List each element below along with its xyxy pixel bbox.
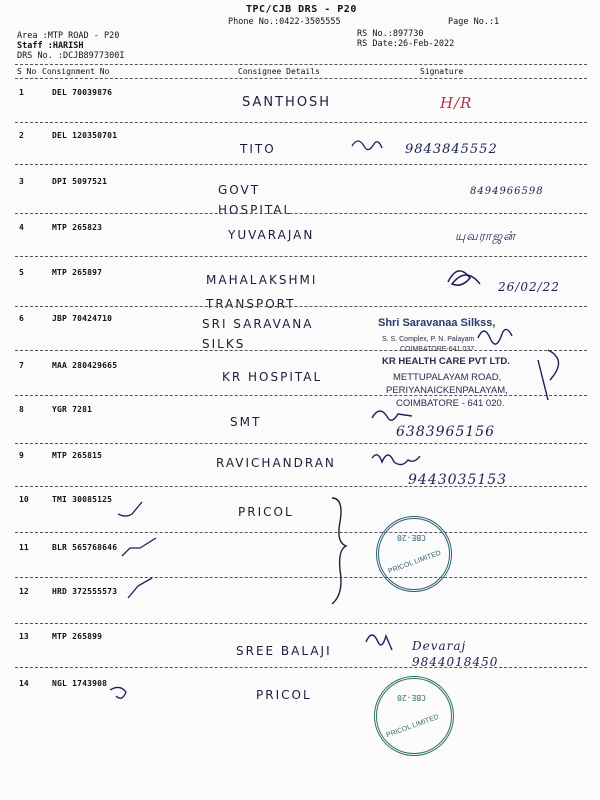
- row-consignee: SANTHOSH: [242, 95, 332, 110]
- kr-stamp-road: METTUPALAYAM ROAD,: [393, 372, 502, 383]
- col-sno: S No: [17, 67, 37, 76]
- tick-row12: [128, 578, 152, 598]
- area-field: Area :MTP ROAD - P20: [17, 31, 120, 41]
- scribble-row9: [372, 455, 420, 465]
- bracket: [332, 498, 346, 604]
- row-sno: 11: [19, 543, 29, 552]
- row-consignment: BLR 565768646: [52, 543, 118, 552]
- row-rule: [15, 623, 587, 624]
- row-consignee: SREE BALAJI: [236, 644, 332, 658]
- row-sno: 10: [19, 495, 29, 504]
- pricol-seal-code: CBE-20: [397, 693, 426, 702]
- row-rule: [15, 443, 587, 444]
- row-sno: 4: [19, 223, 24, 232]
- row-consignment: NGL 1743908: [52, 679, 108, 688]
- row-rule: [15, 667, 587, 668]
- row-sno: 3: [19, 177, 24, 186]
- row-consignment: MTP 265897: [52, 268, 103, 277]
- row-sno: 9: [19, 451, 24, 460]
- row-signature: யுவராஜன்: [455, 229, 516, 243]
- row-consignment: DEL 120350701: [52, 131, 118, 140]
- row-sno: 12: [19, 587, 29, 596]
- scribble-row13: [366, 635, 392, 650]
- kr-stamp-title: KR HEALTH CARE PVT LTD.: [382, 356, 510, 367]
- row-consignee: SMT: [230, 415, 262, 429]
- col-signature: Signature: [420, 67, 464, 76]
- scribble-row8: [372, 411, 412, 420]
- page-number: Page No.:1: [448, 17, 500, 27]
- row-rule: [15, 532, 587, 533]
- kr-stamp-city: COIMBATORE - 641 020.: [396, 398, 505, 409]
- row-consignee: TITO: [240, 142, 276, 156]
- row-consignment: DEL 70039876: [52, 88, 113, 97]
- row-consignee: YUVARAJAN: [228, 228, 315, 242]
- row-rule: [15, 213, 587, 214]
- kr-stamp-area: PERIYANAICKENPALAYAM,: [386, 385, 508, 396]
- row-signature: 8494966598: [470, 186, 544, 197]
- row-consignee: MAHALAKSHMI TRANSPORT: [206, 273, 318, 311]
- pricol-seal-1: [376, 516, 452, 592]
- row-consignee: GOVT HOSPITAL: [218, 183, 293, 217]
- row-consignment: MTP 265823: [52, 223, 103, 232]
- scribble-row7: [538, 350, 559, 400]
- scribble-row2: [352, 141, 382, 150]
- row-rule: [15, 256, 587, 257]
- row-consignment: DPI 5097521: [52, 177, 108, 186]
- row-sno: 1: [19, 88, 24, 97]
- row-sno: 2: [19, 131, 24, 140]
- row-consignee: PRICOL: [238, 505, 294, 519]
- row-rule: [15, 577, 587, 578]
- row-signature: H/R: [440, 94, 473, 112]
- column-rule: [15, 78, 587, 79]
- header-rule: [15, 64, 587, 65]
- row-rule: [15, 350, 587, 351]
- row-signature: 6383965156: [396, 424, 496, 440]
- col-details: Consignee Details: [238, 67, 320, 76]
- row-consignment: TMI 30085125: [52, 495, 113, 504]
- pricol-seal-ring: PRICOL LIMITED: [387, 549, 442, 576]
- tick-row11: [122, 538, 156, 556]
- tick-row14: [110, 687, 126, 698]
- pricol-seal-2: [374, 676, 454, 756]
- row-consignment: YGR 7281: [52, 405, 93, 414]
- row-consignee: RAVICHANDRAN: [216, 456, 336, 470]
- row-consignee: PRICOL: [256, 688, 312, 702]
- row-consignee: SRI SARAVANA SILKS: [202, 317, 314, 351]
- rs-date: RS Date:26-Feb-2022: [357, 39, 455, 49]
- pricol-seal-code: CBE-20: [397, 533, 426, 542]
- row-consignee: KR HOSPITAL: [222, 370, 323, 384]
- row-signature: 26/02/22: [498, 280, 560, 294]
- row-consignment: MTP 265899: [52, 632, 103, 641]
- row-consignment: HRD 372555573: [52, 587, 118, 596]
- row-rule: [15, 306, 587, 307]
- row-sno: 13: [19, 632, 29, 641]
- pricol-seal-ring: PRICOL LIMITED: [385, 713, 440, 740]
- scribble-row6: [478, 329, 512, 344]
- col-consignment: Consignment No: [42, 67, 110, 76]
- row-sno: 6: [19, 314, 24, 323]
- row-signature: 9443035153: [408, 472, 508, 488]
- sheet-title: TPC/CJB DRS - P20: [246, 4, 357, 15]
- row-consignment: MAA 280429665: [52, 361, 118, 370]
- saravana-stamp-title: Shri Saravanaa Silkss,: [378, 317, 496, 329]
- saravana-stamp-city: COIMBATORE-641 037: [400, 346, 475, 353]
- row-rule: [15, 122, 587, 123]
- row-signature: Devaraj 9844018450: [412, 639, 499, 669]
- rs-number: RS No.:897730: [357, 29, 424, 39]
- row-sno: 8: [19, 405, 24, 414]
- row-signature: 9843845552: [405, 142, 498, 157]
- row-sno: 7: [19, 361, 24, 370]
- saravana-stamp-address: S. S. Complex, P. N. Palayam: [382, 336, 475, 343]
- row-sno: 5: [19, 268, 24, 277]
- drs-number: DRS No. :DCJB8977300I: [17, 51, 125, 61]
- row-rule: [15, 486, 587, 487]
- row-consignment: JBP 70424710: [52, 314, 113, 323]
- staff-field: Staff :HARISH: [17, 41, 84, 51]
- row-consignment: MTP 265815: [52, 451, 103, 460]
- row-rule: [15, 164, 587, 165]
- scribble-row5: [448, 271, 480, 285]
- tick-row10: [118, 502, 142, 516]
- row-sno: 14: [19, 679, 29, 688]
- phone-number: Phone No.:0422-3505555: [228, 17, 341, 27]
